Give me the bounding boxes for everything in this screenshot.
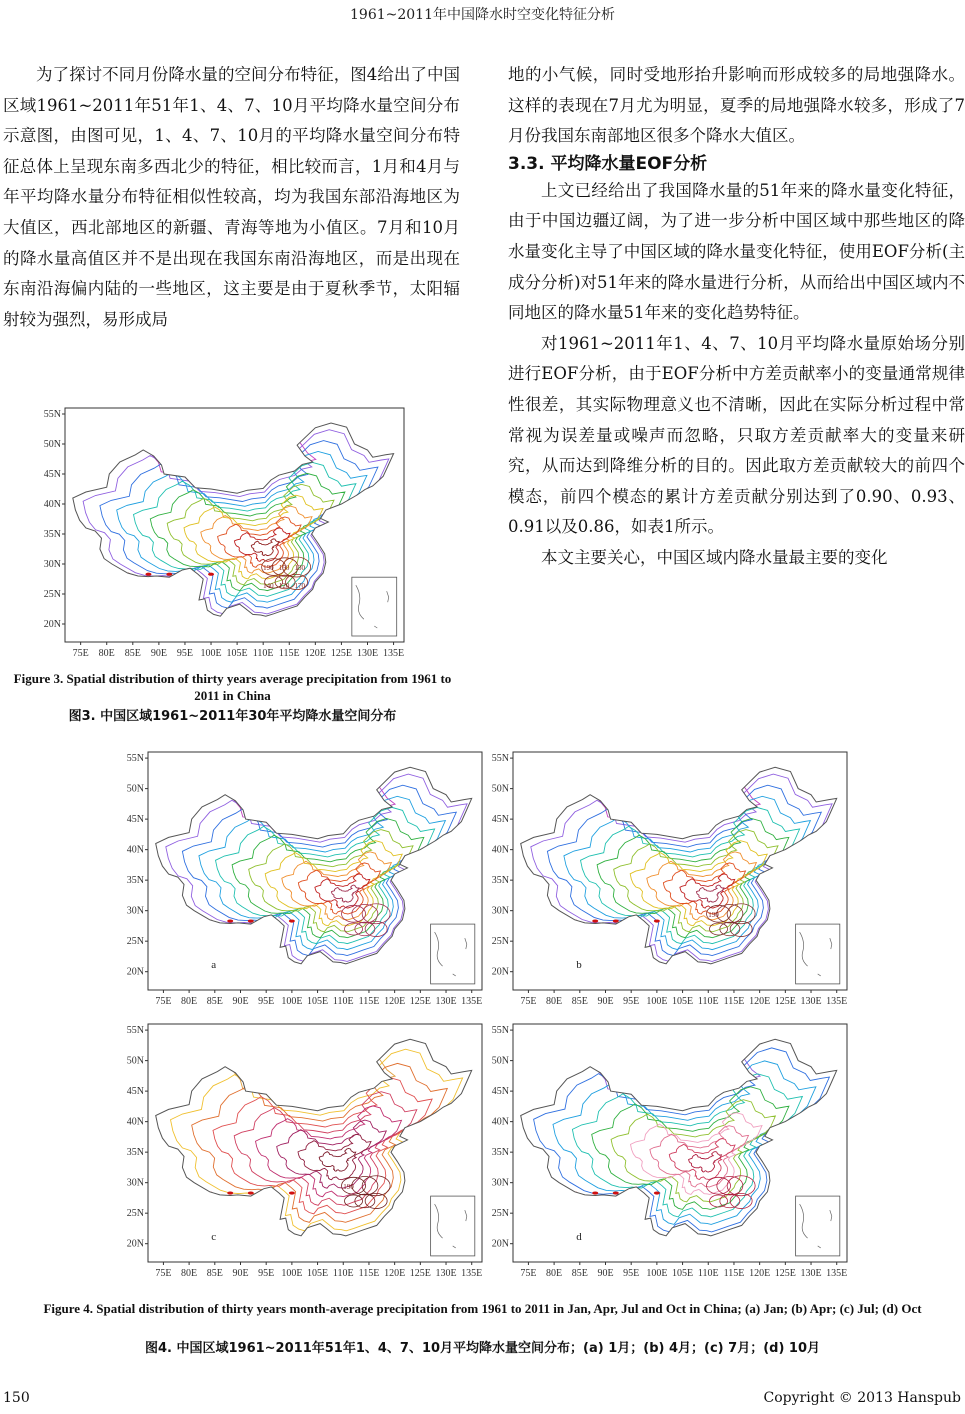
lon-tick-label: 110E [332, 1268, 354, 1279]
lon-tick-label: 100E [646, 1268, 668, 1279]
lon-tick-label: 75E [72, 648, 89, 659]
body-paragraph: 本文主要关心，中国区域内降水量最主要的变化 [541, 547, 888, 567]
figure3-caption-zh: 图3. 中国区域1961~2011年30年平均降水量空间分布 [68, 709, 397, 724]
lat-tick-label: 20N [126, 1238, 144, 1250]
lon-tick-label: 105E [307, 1268, 329, 1279]
lon-tick-label: 135E [461, 1268, 483, 1279]
lon-tick-label: 110E [697, 1268, 719, 1279]
figure4-caption-zh: 图4. 中国区域1961~2011年51年1、4、7、10月平均降水量空间分布；(a) 1月；(b) 4月；(c) 7月；(d) 10月 [144, 1341, 821, 1356]
lat-tick-label: 35N [491, 875, 509, 887]
contour-label: 170 [294, 582, 305, 590]
lon-tick-label: 130E [356, 648, 379, 659]
lon-tick-label: 85E [571, 1268, 588, 1279]
lat-tick-label: 30N [43, 559, 61, 570]
lon-tick-label: 85E [206, 996, 223, 1007]
lon-tick-label: 75E [520, 996, 537, 1007]
lon-tick-label: 115E [358, 1268, 380, 1279]
lat-tick-label: 30N [126, 1177, 144, 1189]
figure3-map [30, 402, 410, 664]
lon-tick-label: 125E [774, 1268, 796, 1279]
lon-tick-label: 115E [723, 1268, 745, 1279]
lon-tick-label: 105E [226, 648, 248, 659]
lat-tick-label: 55N [491, 1025, 509, 1037]
lat-tick-label: 25N [491, 1208, 509, 1220]
running-header: 1961~2011年中国降水时空变化特征分析 [350, 7, 615, 23]
lon-tick-label: 90E [232, 1268, 249, 1279]
lon-tick-label: 120E [384, 996, 406, 1007]
panel-letter: d [576, 1231, 582, 1244]
lon-tick-label: 95E [176, 648, 194, 659]
lat-tick-label: 35N [491, 1147, 509, 1159]
contour-label: 130 [294, 564, 305, 572]
lon-tick-label: 95E [623, 996, 640, 1007]
lon-tick-label: 80E [181, 1268, 198, 1279]
lat-tick-label: 30N [491, 905, 509, 917]
lon-tick-label: 120E [749, 1268, 771, 1279]
lon-tick-label: 110E [697, 996, 719, 1007]
lat-tick-label: 50N [126, 783, 144, 795]
body-paragraph: 为了探讨不同月份降水量的空间分布特征，图4给出了中国区域1961~2011年51年1、4、7、10月平均降水量空间分布示意图，由图可见，1、4、7、10月的平均降水量空间分布特征总体上呈现东南多西北少的特征，相比较而言，1月和4月与年平均降水量分布特征相似性较高，均为我国东部沿海地区为大值区，西北部地区的新疆、青海等地为小值区。7月和10月的降水量高值区并不是出现在我国东南沿海地区，而是出现在东南沿海偏内陆的一些地区，这主要是由于夏秋季节，太阳辐射较为强烈，易形成局 [3, 65, 460, 329]
lon-tick-label: 135E [383, 648, 405, 659]
lat-tick-label: 30N [491, 1177, 509, 1189]
lon-tick-label: 75E [155, 1268, 172, 1279]
lat-tick-label: 40N [491, 844, 509, 856]
lon-tick-label: 120E [384, 1268, 406, 1279]
page-number: 150 [3, 1390, 30, 1406]
section-heading: 3.3. 平均降水量EOF分析 [508, 153, 708, 174]
lon-tick-label: 135E [826, 1268, 848, 1279]
lon-tick-label: 90E [232, 996, 249, 1007]
copyright: Copyright © 2013 Hanspub [763, 1390, 961, 1406]
lon-tick-label: 80E [181, 996, 198, 1007]
body-paragraph: 上文已经给出了我国降水量的51年来的降水量变化特征，由于中国边疆辽阔，为了进一步分析中国区域中那些地区的降水量变化主导了中国区域的降水量变化特征，使用EOF分析(主成分分析)对51年来的降水量进行分析，从而给出中国区域内不同地区的降水量51年来的变化趋势特征。 [508, 180, 965, 323]
lat-tick-label: 45N [491, 1086, 509, 1098]
lat-tick-label: 35N [43, 529, 61, 540]
lon-tick-label: 105E [672, 1268, 694, 1279]
lon-tick-label: 125E [774, 996, 796, 1007]
lon-tick-label: 95E [258, 996, 275, 1007]
lat-tick-label: 45N [126, 814, 144, 826]
lat-tick-label: 20N [43, 619, 61, 630]
lat-tick-label: 45N [43, 469, 61, 480]
figure3-caption-en: Figure 3. Spatial distribution of thirty years average precipitation from 1961 to 2011 in China [13, 671, 452, 703]
lat-tick-label: 45N [491, 814, 509, 826]
lon-tick-label: 125E [409, 996, 431, 1007]
figure4-map-a [113, 746, 488, 1012]
lon-tick-label: 130E [435, 1268, 457, 1279]
panel-letter: a [211, 959, 217, 972]
contour-label: 190 [708, 910, 719, 919]
lat-tick-label: 55N [43, 409, 61, 420]
lat-tick-label: 50N [126, 1055, 144, 1067]
lon-tick-label: 100E [281, 1268, 303, 1279]
lat-tick-label: 40N [126, 844, 144, 856]
lon-tick-label: 105E [307, 996, 329, 1007]
lat-tick-label: 50N [491, 1055, 509, 1067]
lon-tick-label: 125E [409, 1268, 431, 1279]
lon-tick-label: 95E [258, 1268, 275, 1279]
lon-tick-label: 80E [98, 648, 115, 659]
figure4-map-d [478, 1018, 853, 1284]
lon-tick-label: 100E [646, 996, 668, 1007]
lon-tick-label: 85E [206, 1268, 223, 1279]
lat-tick-label: 50N [43, 439, 61, 450]
body-paragraph: 对1961~2011年1、4、7、10月平均降水量原始场分别进行EOF分析，由于EOF分析中方差贡献率小的变量通常规律性很差，其实际物理意义也不清晰，因此在实际分析过程中常常视为误差量或噪声而忽略，只取方差贡献率大的变量来研究，从而达到降维分析的目的。因此取方差贡献较大的前四个模态，前四个模态的累计方差贡献分别达到了0.90、0.93、0.91以及0.86，如表1所示。 [508, 333, 965, 537]
contour-label: 150 [278, 564, 290, 572]
lon-tick-label: 80E [546, 996, 563, 1007]
lon-tick-label: 100E [281, 996, 303, 1007]
right-column [508, 60, 965, 574]
figure4-map-b [478, 746, 853, 1012]
lon-tick-label: 95E [623, 1268, 640, 1279]
lat-tick-label: 20N [126, 966, 144, 978]
lon-tick-label: 115E [723, 996, 745, 1007]
lat-tick-label: 55N [491, 753, 509, 765]
panel-letter: b [576, 959, 582, 972]
figure4-caption-en: Figure 4. Spatial distribution of thirty years month-average precipitation from 1961 to 2011 in Jan, Apr, Jul and Oct in China; (a) Jan; (b) Apr; (c) Jul; (d) Oct [43, 1301, 922, 1316]
lon-tick-label: 130E [800, 996, 822, 1007]
lon-tick-label: 115E [278, 648, 300, 659]
lon-tick-label: 120E [304, 648, 326, 659]
lat-tick-label: 50N [491, 783, 509, 795]
lon-tick-label: 75E [520, 1268, 537, 1279]
lon-tick-label: 130E [435, 996, 457, 1007]
lon-tick-label: 115E [358, 996, 380, 1007]
lat-tick-label: 25N [491, 936, 509, 948]
lat-tick-label: 20N [491, 966, 509, 978]
contour-label: 120 [278, 582, 290, 590]
lon-tick-label: 75E [155, 996, 172, 1007]
lat-tick-label: 35N [126, 875, 144, 887]
lon-tick-label: 80E [546, 1268, 563, 1279]
lat-tick-label: 45N [126, 1086, 144, 1098]
lat-tick-label: 25N [43, 589, 61, 600]
figure4-map-c [113, 1018, 488, 1284]
lon-tick-label: 135E [826, 996, 848, 1007]
lon-tick-label: 90E [597, 996, 614, 1007]
lon-tick-label: 90E [597, 1268, 614, 1279]
lat-tick-label: 30N [126, 905, 144, 917]
lon-tick-label: 110E [332, 996, 354, 1007]
lon-tick-label: 135E [461, 996, 483, 1007]
body-paragraph: 地的小气候，同时受地形抬升影响而形成较多的局地强降水。这样的表现在7月尤为明显，夏季的局地强降水较多，形成了7月份我国东南部地区很多个降水大值区。 [508, 65, 965, 146]
contour-label: 140 [263, 582, 274, 590]
lat-tick-label: 40N [126, 1116, 144, 1128]
lon-tick-label: 105E [672, 996, 694, 1007]
lat-tick-label: 40N [43, 499, 61, 510]
lon-tick-label: 100E [200, 648, 222, 659]
lat-tick-label: 25N [126, 936, 144, 948]
contour-label: 190 [343, 1182, 354, 1191]
left-column [3, 60, 460, 335]
lon-tick-label: 90E [150, 648, 167, 659]
lat-tick-label: 40N [491, 1116, 509, 1128]
lon-tick-label: 130E [800, 1268, 822, 1279]
lat-tick-label: 55N [126, 753, 144, 765]
lon-tick-label: 110E [252, 648, 274, 659]
lat-tick-label: 25N [126, 1208, 144, 1220]
lon-tick-label: 125E [330, 648, 352, 659]
lat-tick-label: 55N [126, 1025, 144, 1037]
lon-tick-label: 85E [124, 648, 141, 659]
lon-tick-label: 120E [749, 996, 771, 1007]
lat-tick-label: 35N [126, 1147, 144, 1159]
lat-tick-label: 20N [491, 1238, 509, 1250]
panel-letter: c [211, 1231, 217, 1244]
lon-tick-label: 85E [571, 996, 588, 1007]
contour-label: 190 [263, 564, 274, 572]
